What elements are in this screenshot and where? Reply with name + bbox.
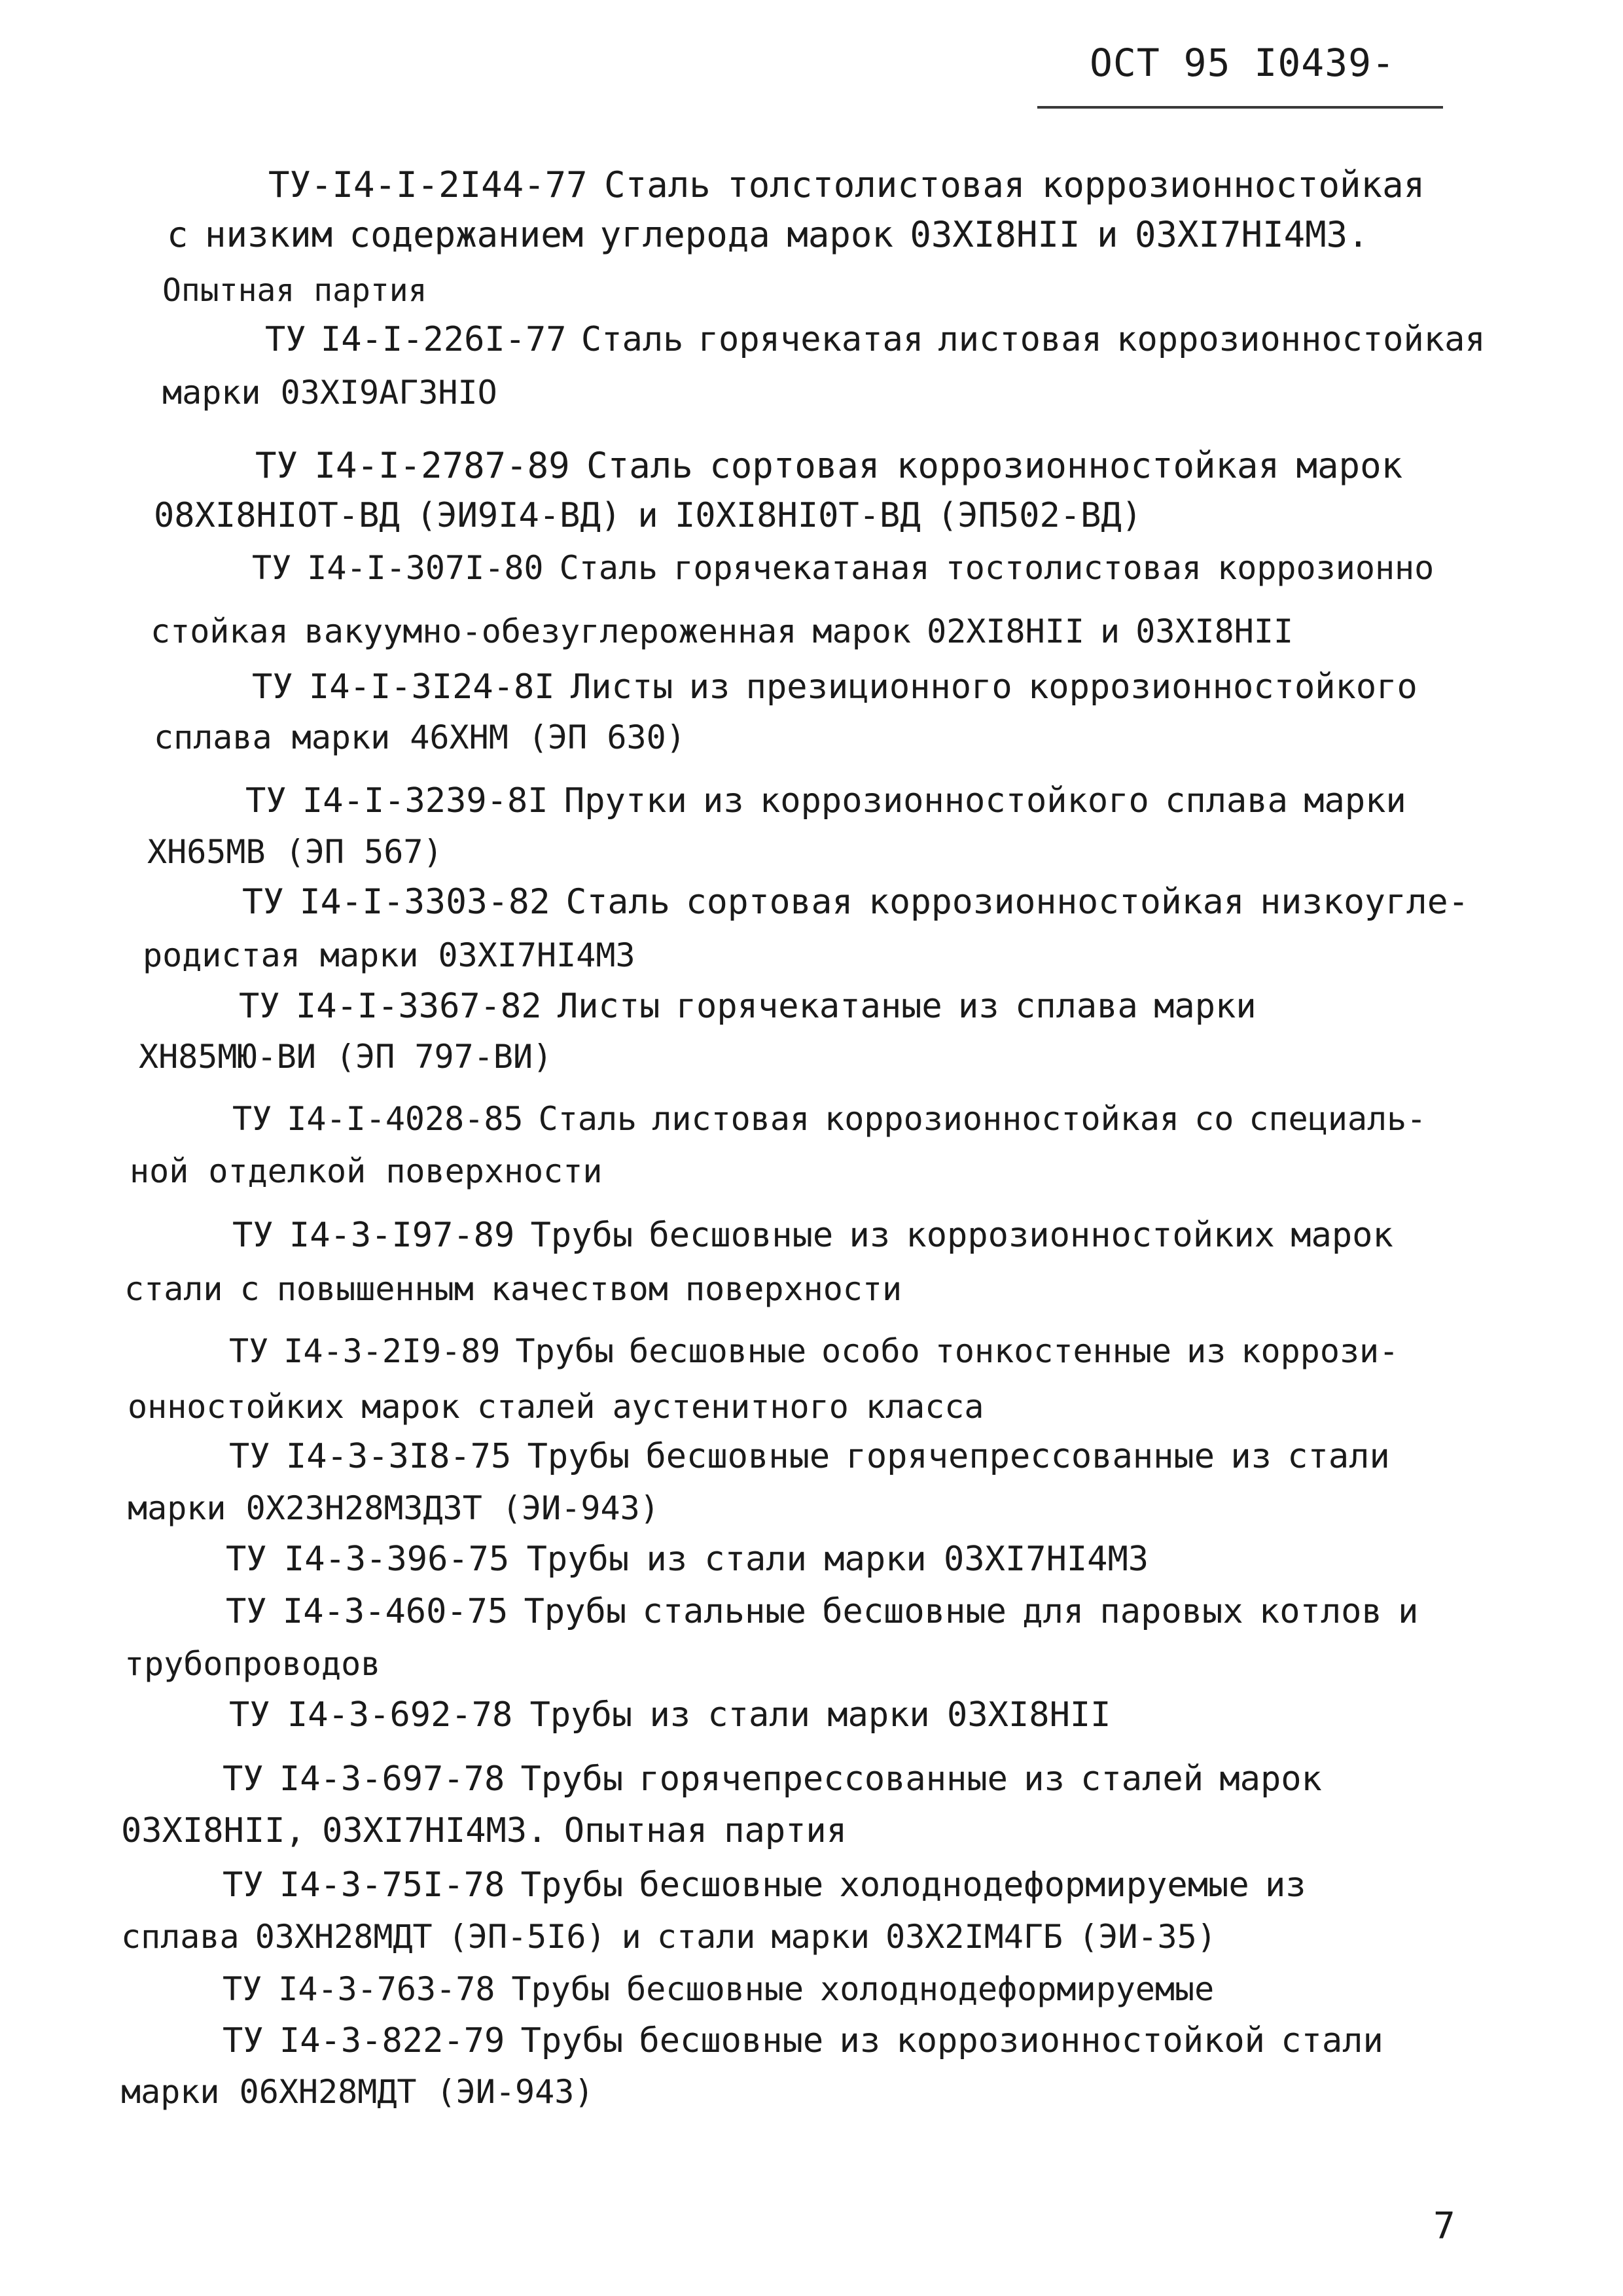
entry-line: Опытная партия bbox=[162, 272, 427, 309]
entry-line: XH65MB (ЭП 567) bbox=[147, 833, 443, 871]
entry-first-line: ТУ I4-3-I97-89 Трубы бесшовные из коррозионностойких марок bbox=[232, 1216, 1393, 1255]
entry-first-line: ТУ I4-3-692-78 Трубы из стали марки 03XI8HII bbox=[229, 1695, 1111, 1735]
entry-line: XH85MЮ-ВИ (ЭП 797-ВИ) bbox=[139, 1038, 553, 1076]
entry-first-line: ТУ I4-I-226I-77 Сталь горячекатая листовая коррозионностойкая bbox=[265, 320, 1486, 359]
entry-first-line: ТУ-I4-I-2I44-77 Сталь толстолистовая коррозионностойкая bbox=[268, 164, 1425, 205]
entry-first-line: ТУ I4-3-763-78 Трубы бесшовные холоднодеформируемые bbox=[223, 1970, 1215, 2008]
entry-first-line: ТУ I4-I-3303-82 Сталь сортовая коррозионностойкая низкоугле- bbox=[242, 882, 1469, 922]
entry-line: стали с повышенным качеством поверхности bbox=[124, 1270, 902, 1308]
entry-line: родистая марки 03XI7HI4M3 bbox=[143, 936, 635, 974]
entry-line: сплава 03XH28MДT (ЭП-5I6) и стали марки 03X2IM4ГБ (ЭИ-35) bbox=[121, 1918, 1217, 1956]
entry-first-line: ТУ I4-I-4028-85 Сталь листовая коррозионностойкая со специаль- bbox=[232, 1100, 1427, 1138]
entry-line: с низким содержанием углерода марок 03XI8HII и 03XI7HI4M3. bbox=[167, 214, 1369, 255]
entry-first-line: ТУ I4-I-3239-8I Прутки из коррозионностойкого сплава марки bbox=[245, 781, 1406, 821]
entry-line: марки 06XH28MДT (ЭИ-943) bbox=[121, 2073, 594, 2111]
entry-first-line: ТУ I4-I-3367-82 Листы горячекатаные из сплава марки bbox=[239, 987, 1257, 1026]
entry-line: 03XI8HII, 03XI7HI4M3. Опытная партия bbox=[121, 1811, 847, 1850]
entry-line: марки 03XI9AГ3HIO bbox=[162, 374, 497, 412]
entry-line: трубопроводов bbox=[124, 1645, 381, 1683]
entry-first-line: ТУ I4-3-822-79 Трубы бесшовные из коррозионностойкой стали bbox=[223, 2021, 1383, 2060]
entry-line: стойкая вакуумно-обезуглероженная марок 02XI8HII и 03XI8HII bbox=[151, 612, 1294, 650]
page-number: 7 bbox=[1433, 2205, 1455, 2248]
entry-first-line: ТУ I4-3-697-78 Трубы горячепрессованные из сталей марок bbox=[223, 1759, 1322, 1799]
entry-first-line: ТУ I4-3-396-75 Трубы из стали марки 03XI7HI4M3 bbox=[226, 1540, 1149, 1579]
entry-first-line: ТУ I4-3-3I8-75 Трубы бесшовные горячепрессованные из стали bbox=[229, 1437, 1390, 1476]
entry-first-line: ТУ I4-I-2787-89 Сталь сортовая коррозионностойкая марок bbox=[255, 445, 1403, 486]
entry-first-line: ТУ I4-3-2I9-89 Трубы бесшовные особо тонкостенные из коррози- bbox=[229, 1332, 1399, 1370]
entry-line: марки 0X23H28M3Д3T (ЭИ-943) bbox=[128, 1489, 660, 1527]
entry-line: сплава марки 46XHM (ЭП 630) bbox=[154, 718, 686, 756]
document-code: ОСТ 95 I0439- bbox=[1090, 41, 1395, 85]
entry-first-line: ТУ I4-3-460-75 Трубы стальные бесшовные для паровых котлов и bbox=[226, 1592, 1419, 1631]
entry-line: онностойких марок сталей аустенитного класса bbox=[128, 1388, 984, 1426]
entry-line: 08XI8HIOT-ВД (ЭИ9I4-ВД) и I0XI8HI0T-ВД (ЭП502-ВД) bbox=[154, 496, 1143, 535]
entry-first-line: ТУ I4-3-75I-78 Трубы бесшовные холоднодеформируемые из bbox=[223, 1865, 1306, 1905]
entry-first-line: ТУ I4-I-307I-80 Сталь горячекатаная тостолистовая коррозионно bbox=[252, 549, 1435, 587]
entry-line: ной отделкой поверхности bbox=[130, 1152, 603, 1190]
entry-first-line: ТУ I4-I-3I24-8I Листы из презиционного коррозионностойкого bbox=[252, 667, 1418, 707]
